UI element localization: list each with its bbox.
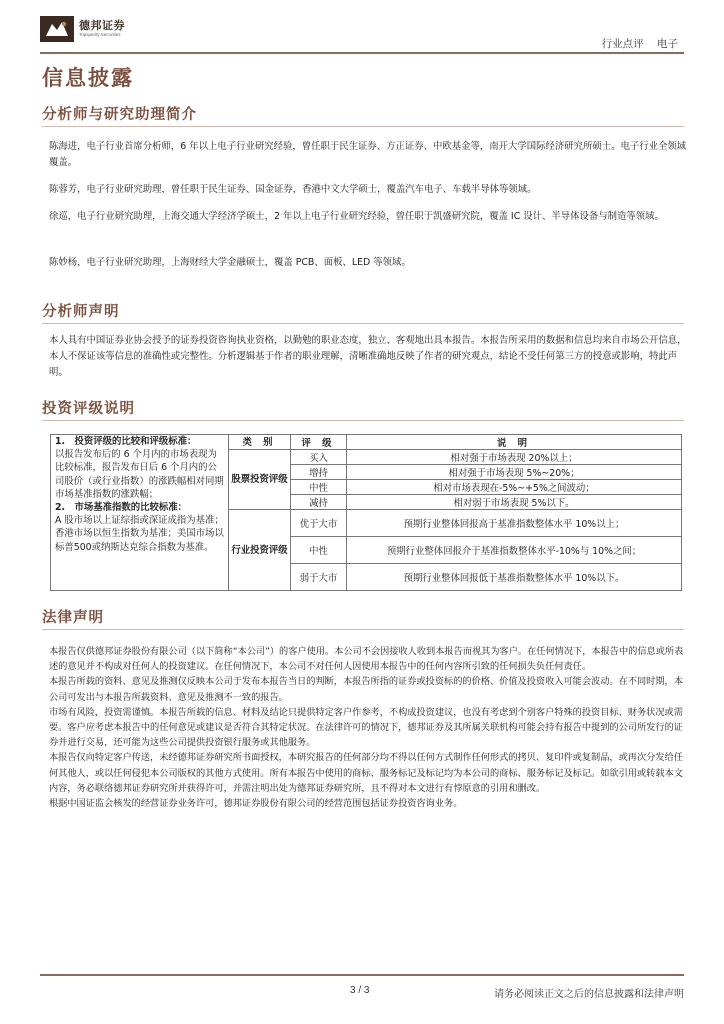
page-header bbox=[40, 14, 684, 58]
legal-paragraph: 根据中国证监会核发的经营证券业务许可，德邦证券股份有限公司的经营范围包括证券投资咨询业务。 bbox=[49, 798, 463, 810]
analyst-statement-text: 本人具有中国证券业协会授予的证券投资咨询执业资格，以勤勉的职业态度，独立、客观地出具本报告。本报告所采用的数据和信息均来自市场公开信息，本人不保证该等信息的准确性或完整性。分析逻辑基于作者的职业理解，清晰准确地反映了作者的研究观点，结论不受任何第三方的授意或影响，特此声明。 bbox=[49, 335, 687, 378]
company-logo bbox=[40, 14, 180, 44]
company-logo-icon bbox=[40, 16, 74, 42]
page-title: 信息披露 bbox=[42, 66, 134, 90]
logo-name-cn: 德邦证券 bbox=[79, 19, 125, 33]
page-number: 3 / 3 bbox=[350, 985, 370, 996]
legal-paragraph: 本报告仅供德邦证券股份有限公司（以下简称“本公司”）的客户使用。本公司不会因接收人收到本报告而视其为客户。在任何情况下，本报告中的信息或所表述的意见并不构成对任何人的投资建议。在任何情况下，本公司不对任何人因使用本报告中的任何内容所引致的任何损失负任何责任。 bbox=[49, 646, 684, 673]
legal-paragraph: 市场有风险，投资需谨慎。本报告所载的信息、材料及结论只提供特定客户作参考，不构成投资建议，也没有考虑到个别客户特殊的投资目标、财务状况或需要。客户应考虑本报告中的任何意见或建议是否符合其特定状况。在法律许可的情况下，德邦证券及其所属关联机构可能会持有报告中提到的公司所发行的证券并进行交易，还可能为这些公司提供投资银行服务或其他服务。 bbox=[49, 706, 683, 749]
report-sector: 电子 bbox=[657, 38, 678, 50]
rating-table bbox=[50, 434, 682, 591]
rating-level: 中性 bbox=[291, 537, 347, 564]
legal-paragraph: 本报告所载的资料、意见及推测仅反映本公司于发布本报告当日的判断，本报告所指的证券或投资标的的价格、价值及投资收入可能会波动。在不同时期，本公司可发出与本报告所载资料、意见及推测不一致的报告。 bbox=[49, 676, 683, 703]
rating-level: 增持 bbox=[291, 465, 347, 480]
rating-level: 弱于大市 bbox=[291, 564, 347, 591]
section-title-rating: 投资评级说明 bbox=[42, 401, 135, 417]
section-divider bbox=[42, 126, 684, 127]
section-divider bbox=[42, 323, 684, 324]
logo-name-en: Topsperity Securities bbox=[79, 32, 121, 38]
section-divider bbox=[42, 420, 684, 421]
report-type bbox=[602, 36, 678, 51]
rating-desc: 预期行业整体回报高于基准指数整体水平 10%以上； bbox=[347, 510, 682, 537]
legal-paragraph: 本报告仅向特定客户传送，未经德邦证券研究所书面授权，本研究报告的任何部分均不得以任何方式制作任何形式的拷贝、复印件或复制品，或再次分发给任何其他人，或以任何侵犯本公司版权的其他方式使用。所有本报告中使用的商标、服务标记及标记均为本公司的商标、服务标记及标记。如欲引用或转载本文内容，务必联络德邦证券研究所并获得许可，并需注明出处为德邦证券研究所，且不得对本文进行有悖原意的引用和删改。 bbox=[49, 752, 683, 794]
analyst-bio-1: 陈海进，电子行业首席分析师，6 年以上电子行业研究经验，曾任职于民生证券、方正证券、中欧基金等，南开大学国际经济研究所硕士。电子行业全领域覆盖。 bbox=[49, 141, 687, 168]
section-divider bbox=[42, 629, 684, 630]
rating-standard-cell bbox=[51, 435, 229, 591]
rating-standard-2-title: 2. 市场基准指数的比较标准： bbox=[55, 502, 187, 514]
rating-desc: 预期行业整体回报介于基准指数整体水平-10%与 10%之间； bbox=[347, 537, 682, 564]
stock-rating-category: 股票投资评级 bbox=[229, 450, 291, 510]
rating-level: 买入 bbox=[291, 450, 347, 465]
analyst-bio-2: 陈蓉芳，电子行业研究助理，曾任职于民生证券、国金证券，香港中文大学硕士，覆盖汽车电子、车载半导体等领域。 bbox=[49, 184, 537, 195]
footer-divider bbox=[40, 974, 684, 976]
footer-disclaimer: 请务必阅读正文之后的信息披露和法律声明 bbox=[494, 989, 684, 1000]
rating-desc: 相对市场表现在-5%~+5%之间波动； bbox=[347, 480, 682, 495]
industry-rating-category: 行业投资评级 bbox=[229, 510, 291, 591]
section-title-analysts: 分析师与研究助理简介 bbox=[42, 107, 197, 123]
rating-desc: 预期行业整体回报低于基准指数整体水平 10%以下。 bbox=[347, 564, 682, 591]
rating-level: 减持 bbox=[291, 495, 347, 510]
legal-text bbox=[49, 644, 689, 811]
header-divider bbox=[40, 52, 684, 54]
rating-standard-1-title: 1. 投资评级的比较和评级标准： bbox=[55, 436, 197, 447]
column-header-desc: 说 明 bbox=[347, 435, 682, 450]
rating-desc: 相对弱于市场表现 5%以下。 bbox=[347, 495, 682, 510]
report-category: 行业点评 bbox=[601, 38, 644, 50]
section-title-statement: 分析师声明 bbox=[42, 304, 120, 320]
rating-standard-1-text: 以报告发布后的 6 个月内的市场表现为比较标准，报告发布日后 6 个月内的公司股价（或行业指数）的涨跌幅相对同期市场基准指数的涨跌幅； bbox=[55, 449, 224, 500]
rating-standard-2-text: A 股市场以上证综指或深证成指为基准；香港市场以恒生指数为基准；美国市场以标普500或纳斯达克综合指数为基准。 bbox=[55, 515, 224, 553]
column-header-type: 类 别 bbox=[229, 435, 291, 450]
section-title-legal: 法律声明 bbox=[42, 610, 104, 626]
analyst-bio-4: 陈妙杨，电子行业研究助理，上海财经大学金融硕士，覆盖 PCB、面板、LED 等领域。 bbox=[49, 257, 411, 268]
rating-desc: 相对强于市场表现 20%以上； bbox=[347, 450, 682, 465]
rating-level: 中性 bbox=[291, 480, 347, 495]
column-header-level: 评 级 bbox=[291, 435, 347, 450]
rating-level: 优于大市 bbox=[291, 510, 347, 537]
analyst-bio-3: 徐巡，电子行业研究助理，上海交通大学经济学硕士，2 年以上电子行业研究经验，曾任职于凯盛研究院，覆盖 IC 设计、半导体设备与制造等领域。 bbox=[49, 211, 664, 222]
rating-desc: 相对强于市场表现 5%~20%； bbox=[347, 465, 682, 480]
